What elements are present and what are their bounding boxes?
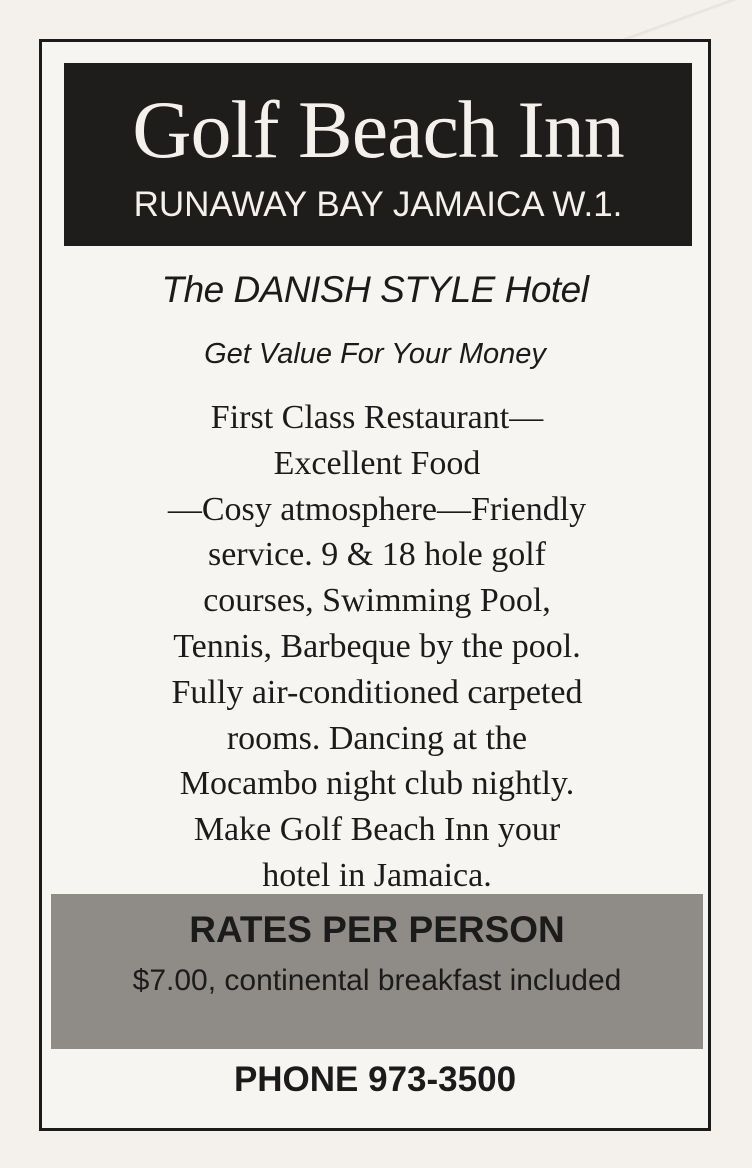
advertisement [39,39,711,1131]
description-line: First Class Restaurant— [210,399,544,436]
hotel-location: RUNAWAY BAY JAMAICA W.1. [133,185,623,224]
hotel-name: Golf Beach Inn [132,84,624,175]
description-line: Mocambo night club nightly. [179,765,575,803]
description-line: Make Golf Beach Inn your [193,811,561,849]
description-line: hotel in Jamaica. [262,856,492,894]
masthead-banner [64,63,692,246]
rates-title: RATES PER PERSON [189,909,565,950]
rates-panel [51,894,703,1049]
description-line: courses, Swimming Pool, [203,582,551,620]
description-line: —Cosy atmosphere—Friendly [167,490,587,528]
tagline: The DANISH STYLE Hotel [161,269,589,310]
description-line: service. 9 & 18 hole golf [207,536,547,574]
description-text [112,395,642,899]
slogan: Get Value For Your Money [204,338,546,370]
description-line: Excellent Food [273,444,481,482]
description-line: rooms. Dancing at the [226,719,528,757]
description-line: Tennis, Barbeque by the pool. [173,627,581,665]
rates-detail: $7.00, continental breakfast included [132,964,622,997]
phone-number: PHONE 973-3500 [233,1060,517,1099]
description-line: Fully air-conditioned carpeted [171,673,583,711]
